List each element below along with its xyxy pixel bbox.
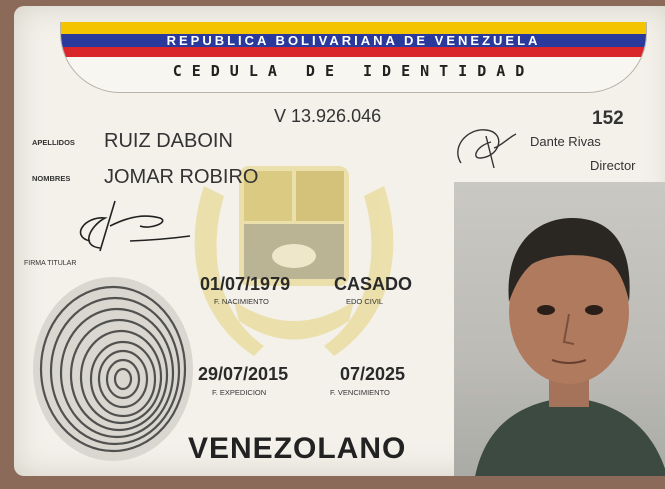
surname-label: APELLIDOS	[32, 138, 75, 147]
document-title: CEDULA DE IDENTIDAD	[172, 62, 535, 80]
header-band	[60, 22, 647, 93]
signature-label: FIRMA TITULAR	[24, 260, 77, 267]
director-title: Director	[590, 158, 636, 173]
republic-title: REPUBLICA BOLIVARIANA DE VENEZUELA	[166, 33, 541, 48]
expiry-label: F. VENCIMIENTO	[330, 388, 390, 397]
flag-red-stripe	[61, 47, 646, 57]
coat-of-arms-icon	[164, 126, 424, 386]
surname: RUIZ DABOIN	[104, 130, 233, 152]
flag-blue-stripe	[61, 34, 646, 47]
names-label: NOMBRES	[32, 174, 71, 183]
director-signature-icon	[446, 118, 526, 178]
holder-photo	[454, 182, 665, 476]
holder-signature-icon	[60, 196, 200, 256]
given-names: JOMAR ROBIRO	[104, 166, 259, 188]
serial-number: 152	[592, 108, 624, 129]
id-number: V 13.926.046	[274, 106, 382, 126]
birth-label: F. NACIMIENTO	[214, 297, 269, 306]
issue-label: F. EXPEDICION	[212, 388, 267, 397]
fingerprint-icon	[28, 274, 198, 464]
director-name: Dante Rivas	[530, 134, 601, 149]
civil-status: CASADO	[334, 274, 413, 294]
id-card	[14, 6, 665, 476]
birth-date: 01/07/1979	[200, 274, 291, 294]
expiry-date: 07/2025	[340, 364, 406, 384]
person-portrait-icon	[454, 182, 665, 476]
issue-date: 29/07/2015	[198, 364, 289, 384]
civil-status-label: EDO CIVIL	[346, 297, 384, 306]
nationality: VENEZOLANO	[188, 432, 407, 465]
